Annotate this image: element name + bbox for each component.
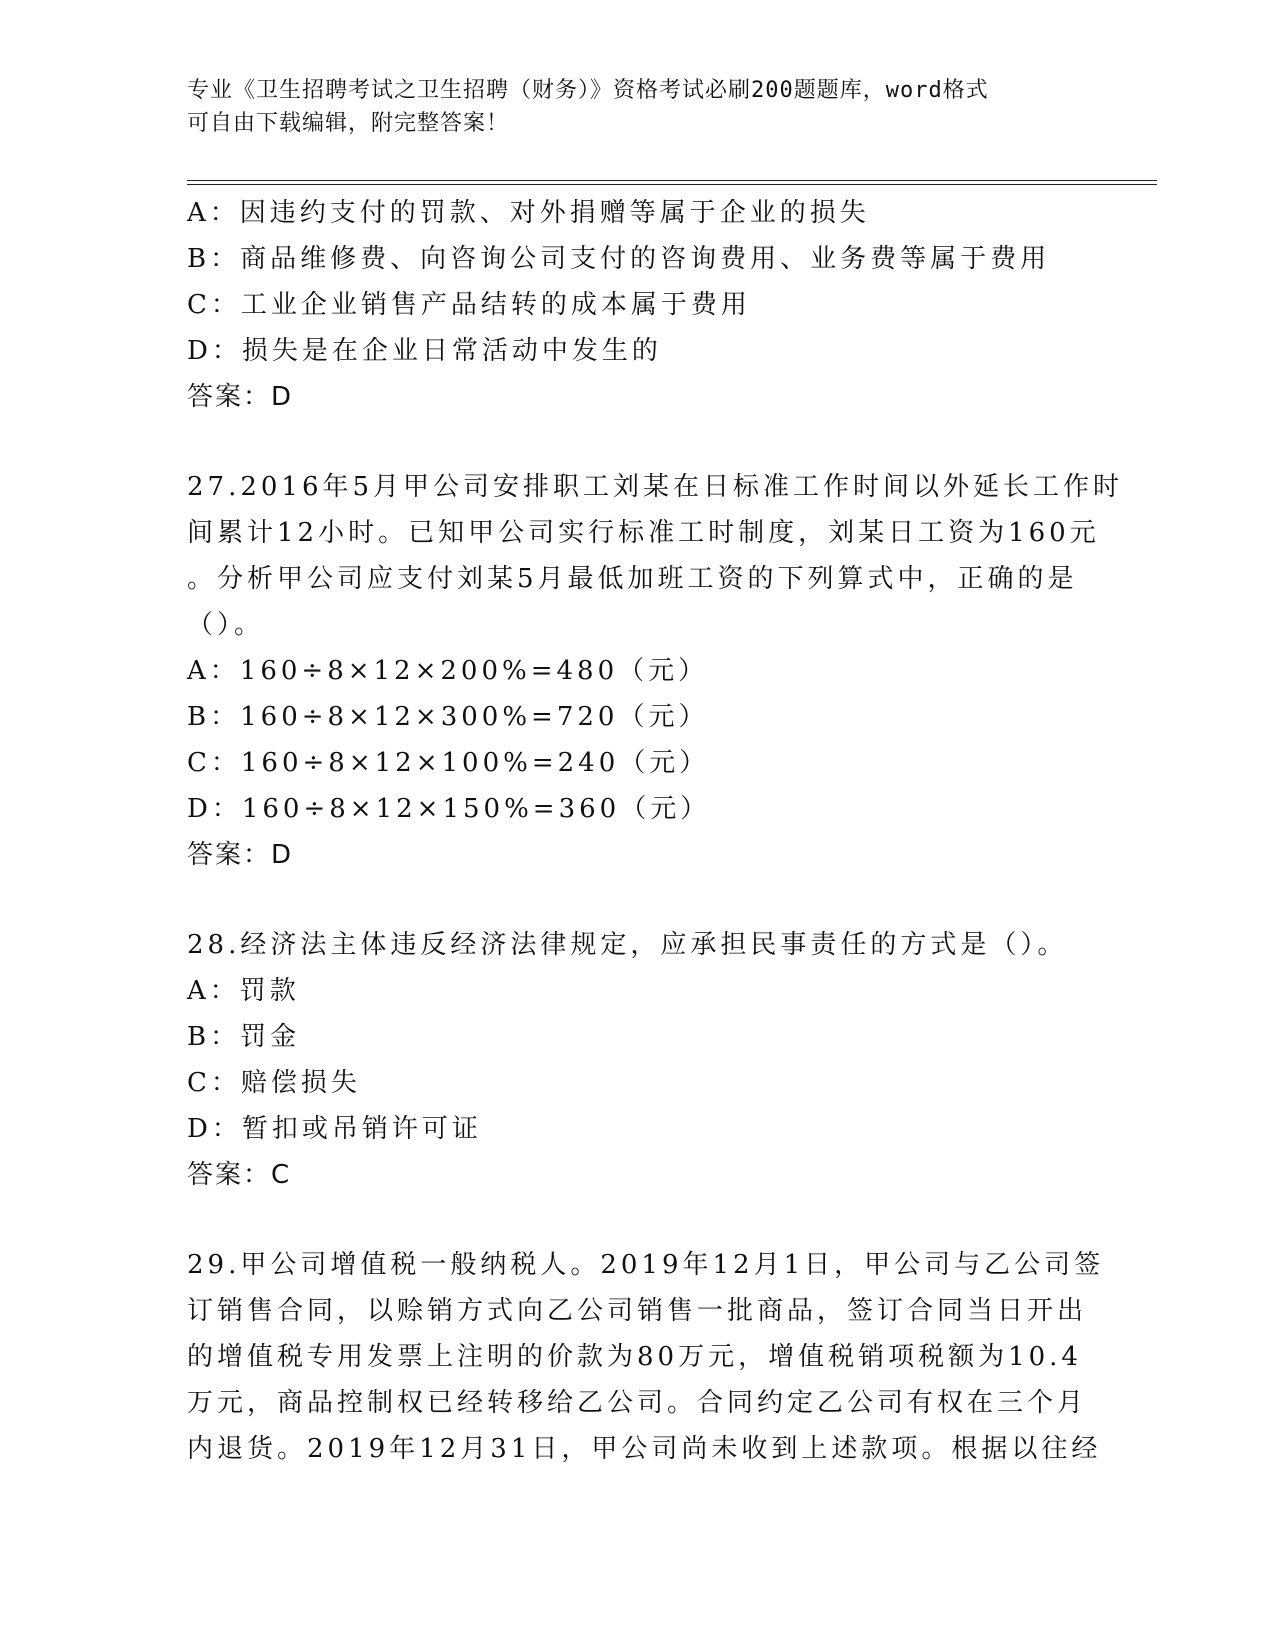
option-d: D：损失是在企业日常活动中发生的 (187, 336, 662, 366)
question-stem-line: 27.2016年5月甲公司安排职工刘某在日标准工作时间以外延长工作时 (187, 472, 1124, 502)
question-stem-line: 29.甲公司增值税一般纳税人。2019年12月1日，甲公司与乙公司签 (187, 1250, 1105, 1280)
option-c: C：赔偿损失 (187, 1068, 361, 1098)
option-a: A：因违约支付的罚款、对外捐赠等属于企业的损失 (187, 198, 870, 228)
header-rule-bottom (187, 184, 1157, 185)
document-header (187, 74, 1077, 140)
question-stem-line: （）。 (187, 610, 265, 640)
question-26 (187, 190, 1087, 420)
header-rule-top (187, 180, 1157, 181)
option-a: A：罚款 (187, 976, 300, 1006)
question-28 (187, 922, 1087, 1198)
question-29 (187, 1242, 1105, 1472)
question-stem-line: 的增值税专用发票上注明的价款为80万元，增值税销项税额为10.4 (187, 1342, 1082, 1372)
question-content (187, 190, 1124, 1472)
header-line-1: 专业《卫生招聘考试之卫生招聘（财务）》资格考试必刷200题题库，word格式 (187, 78, 989, 103)
option-b: B：罚金 (187, 1022, 301, 1052)
question-stem-line: 万元，商品控制权已经转移给乙公司。合同约定乙公司有权在三个月 (187, 1388, 1088, 1418)
option-d: D：暂扣或吊销许可证 (187, 1114, 482, 1144)
question-stem-line: 订销售合同，以赊销方式向乙公司销售一批商品，签订合同当日开出 (187, 1296, 1088, 1326)
question-27 (187, 464, 1124, 878)
option-d: D：160÷8×12×150%=360（元） (187, 794, 711, 824)
question-stem-line: 28.经济法主体违反经济法律规定，应承担民事责任的方式是（）。 (187, 930, 1068, 960)
option-b: B：商品维修费、向咨询公司支付的咨询费用、业务费等属于费用 (187, 244, 1051, 274)
answer: 答案：D (187, 382, 294, 412)
header-line-2: 可自由下载编辑，附完整答案！ (187, 111, 510, 136)
option-a: A：160÷8×12×200%=480（元） (187, 656, 709, 686)
answer: 答案：D (187, 840, 294, 870)
answer: 答案：C (187, 1160, 292, 1190)
question-stem-line: 间累计12小时。已知甲公司实行标准工时制度，刘某日工资为160元 (187, 518, 1100, 548)
option-c: C：工业企业销售产品结转的成本属于费用 (187, 290, 751, 320)
question-stem-line: 。分析甲公司应支付刘某5月最低加班工资的下列算式中，正确的是 (187, 564, 1078, 594)
option-b: B：160÷8×12×300%=720（元） (187, 702, 709, 732)
question-stem-line: 内退货。2019年12月31日，甲公司尚未收到上述款项。根据以往经 (187, 1434, 1102, 1464)
option-c: C：160÷8×12×100%=240（元） (187, 748, 710, 778)
